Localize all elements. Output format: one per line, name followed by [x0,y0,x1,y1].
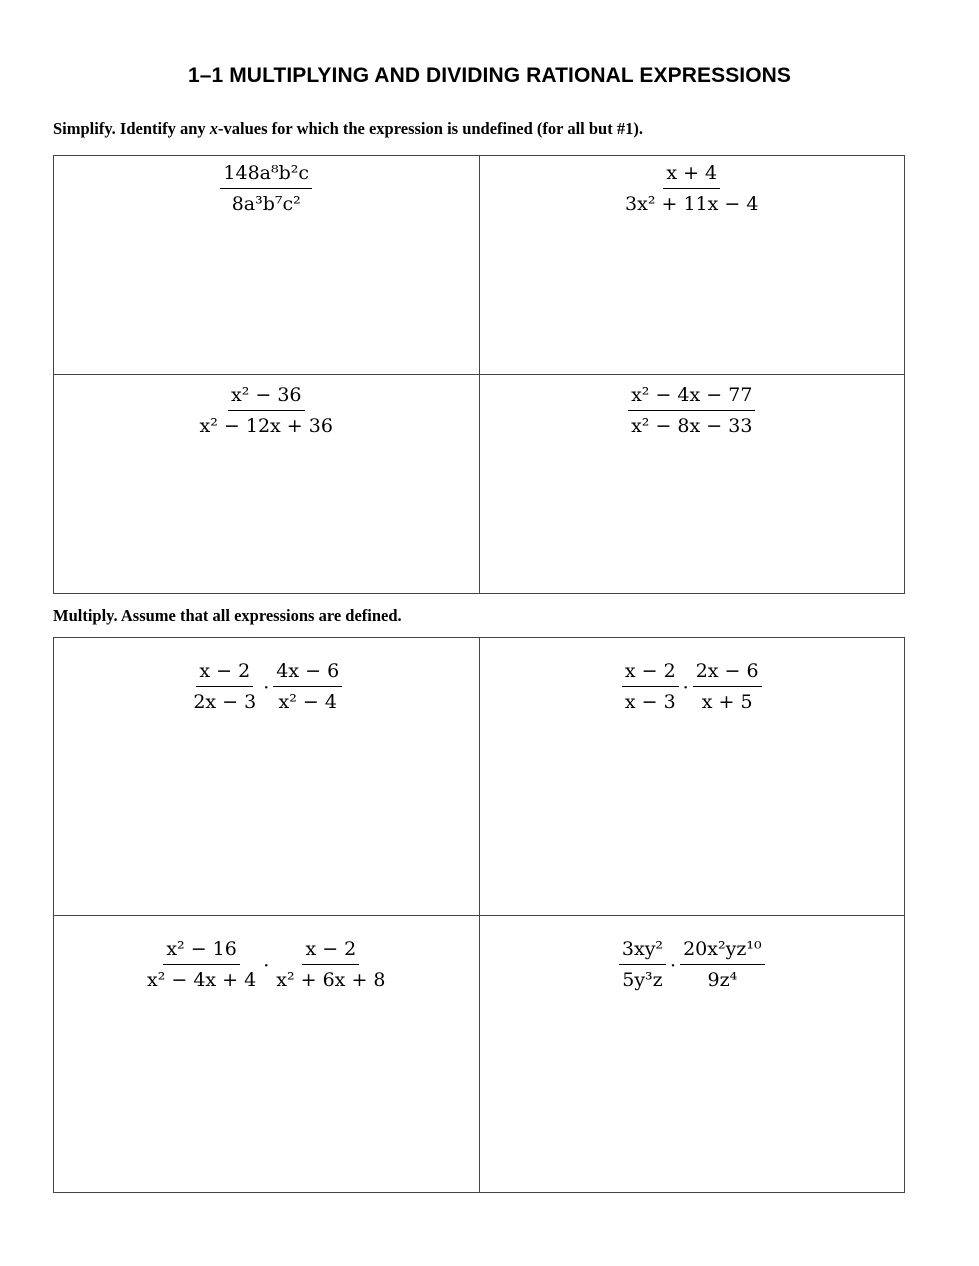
numerator: x − 2 [622,662,679,687]
denominator: 9z⁴ [707,969,738,991]
multiply-dot: · [682,676,689,699]
multiply-problem-2[interactable] [479,638,905,916]
denominator: x² − 4x + 4 [146,969,257,991]
numerator: 2x − 6 [693,662,762,687]
multiply-dot: · [263,954,270,977]
multiply-problem-1[interactable] [54,638,480,916]
multiply-instruction: Multiply. Assume that all expressions are defined. [53,606,402,625]
denominator: 5y³z [622,969,663,991]
product-expression [622,662,762,712]
fraction [622,164,761,214]
numerator: x² − 16 [163,940,240,965]
denominator: x − 3 [624,691,676,713]
denominator: x² − 8x − 33 [631,415,753,437]
denominator: 3x² + 11x − 4 [625,193,759,215]
product-expression [144,940,389,990]
numerator: x + 4 [663,164,720,189]
simplify-problem-2[interactable] [479,156,905,375]
product-expression [190,662,342,712]
numerator: 148a⁸b²c [220,164,312,189]
denominator: 2x − 3 [193,691,257,713]
simplify-problem-4[interactable] [479,375,905,594]
multiply-problem-grid [53,637,905,1193]
simplify-problem-3[interactable] [54,375,480,594]
worksheet-title: 1–1 MULTIPLYING AND DIVIDING RATIONAL EXPRESSIONS [187,64,792,87]
numerator: 20x²yz¹⁰ [680,940,765,965]
instruction-text-end: -values for which the expression is undefined (for all but #1). [218,119,643,138]
simplify-problem-grid [53,155,905,594]
denominator: x² − 12x + 36 [199,415,333,437]
denominator: x² + 6x + 8 [276,969,386,991]
numerator: 4x − 6 [273,662,342,687]
fraction [197,386,336,436]
fraction [628,386,755,436]
multiply-dot: · [263,676,270,699]
simplify-instruction [53,119,643,139]
simplify-problem-1[interactable] [54,156,480,375]
numerator: 3xy² [619,940,666,965]
denominator: x² − 4 [278,691,337,713]
numerator: x² − 36 [228,386,305,411]
numerator: x − 2 [302,940,359,965]
denominator: x + 5 [701,691,753,713]
multiply-dot: · [670,954,677,977]
numerator: x − 2 [196,662,253,687]
fraction [220,164,312,214]
multiply-problem-3[interactable] [54,916,480,1193]
numerator: x² − 4x − 77 [628,386,755,411]
product-expression [619,940,765,990]
instruction-variable: x [209,119,219,138]
denominator: 8a³b⁷c² [231,193,301,215]
instruction-text-start: Simplify. Identify any [53,119,210,138]
multiply-problem-4[interactable] [479,916,905,1193]
